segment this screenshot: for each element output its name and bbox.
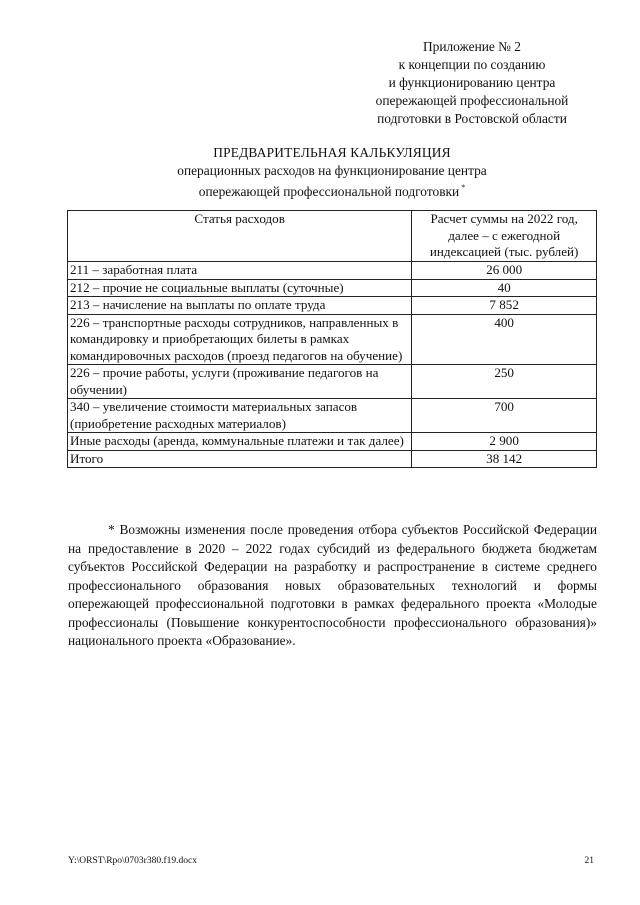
appendix-line: и функционированию центра (388, 75, 556, 90)
table-header-row (68, 211, 597, 262)
column-header-amount-line: далее – с ежегодной (448, 227, 561, 243)
expense-amount: 40 (412, 279, 597, 297)
appendix-line: к концепции по созданию (398, 57, 546, 72)
column-header-amount-line: индексацией (тыс. рублей) (429, 244, 579, 259)
table-row (68, 279, 597, 297)
page-subtitle-line-1: операционных расходов на функционирование центра (177, 163, 487, 178)
table-row (68, 399, 597, 433)
column-header-item: Статья расходов (68, 211, 412, 262)
expense-name: 340 – увеличение стоимости материальных запасов (приобретение расходных материалов) (68, 399, 412, 433)
table-row (68, 433, 597, 451)
expense-amount: 400 (412, 314, 597, 365)
appendix-line: опережающей профессиональной (375, 93, 569, 108)
footnote-text: * Возможны изменения после проведения отбора субъектов Российской Федерации на предоставление в 2020 – 2022 годах субсидий из федерального бюджета бюджетам субъектов Российской Федерации на разработку и распространение в системе среднего профессионального образования новых образовательных технологий и формы опережающей профессиональной подготовки в рамках федерального проекта «Молодые профессионалы (Повышение конкурентоспособности профессионального образования)» национального проекта «Образование». (68, 522, 597, 648)
table-row (68, 365, 597, 399)
appendix-line: подготовки в Ростовской области (377, 111, 567, 126)
page-title: ПРЕДВАРИТЕЛЬНАЯ КАЛЬКУЛЯЦИЯ (213, 145, 451, 160)
table-row (68, 262, 597, 280)
document-heading (0, 144, 640, 200)
page-subtitle-text: опережающей профессиональной подготовки (198, 184, 460, 199)
expense-name: 212 – прочие не социальные выплаты (суточные) (68, 279, 412, 297)
footnote-mark: * (461, 183, 466, 192)
expense-name: 226 – прочие работы, услуги (проживание педагогов на обучении) (68, 365, 412, 399)
footnote (68, 521, 597, 651)
total-label: Итого (68, 450, 412, 468)
expense-amount: 7 852 (412, 297, 597, 315)
calculation-table (67, 210, 597, 468)
column-header-amount (412, 211, 597, 262)
expense-amount: 250 (412, 365, 597, 399)
expense-amount: 2 900 (412, 433, 597, 451)
table-total-row (68, 450, 597, 468)
expense-name: 213 – начисление на выплаты по оплате труда (68, 297, 412, 315)
table-row (68, 314, 597, 365)
page-number: 21 (584, 856, 594, 866)
total-amount: 38 142 (412, 450, 597, 468)
expense-name: 211 – заработная плата (68, 262, 412, 280)
column-header-amount-line: Расчет суммы на 2022 год, (430, 211, 578, 226)
footer-file-path: Y:\ORST\Rpo\0703r380.f19.docx (68, 856, 197, 866)
page-subtitle-line-2 (0, 179, 640, 200)
appendix-line: Приложение № 2 (422, 39, 522, 54)
expense-name: Иные расходы (аренда, коммунальные платежи и так далее) (68, 433, 412, 451)
expense-amount: 26 000 (412, 262, 597, 280)
table-row (68, 297, 597, 315)
appendix-block (352, 38, 592, 128)
expense-amount: 700 (412, 399, 597, 433)
expense-name: 226 – транспортные расходы сотрудников, направленных в командировку и приобретающих билеты в рамках командировочных расходов (проезд педагогов на обучение) (68, 314, 412, 365)
